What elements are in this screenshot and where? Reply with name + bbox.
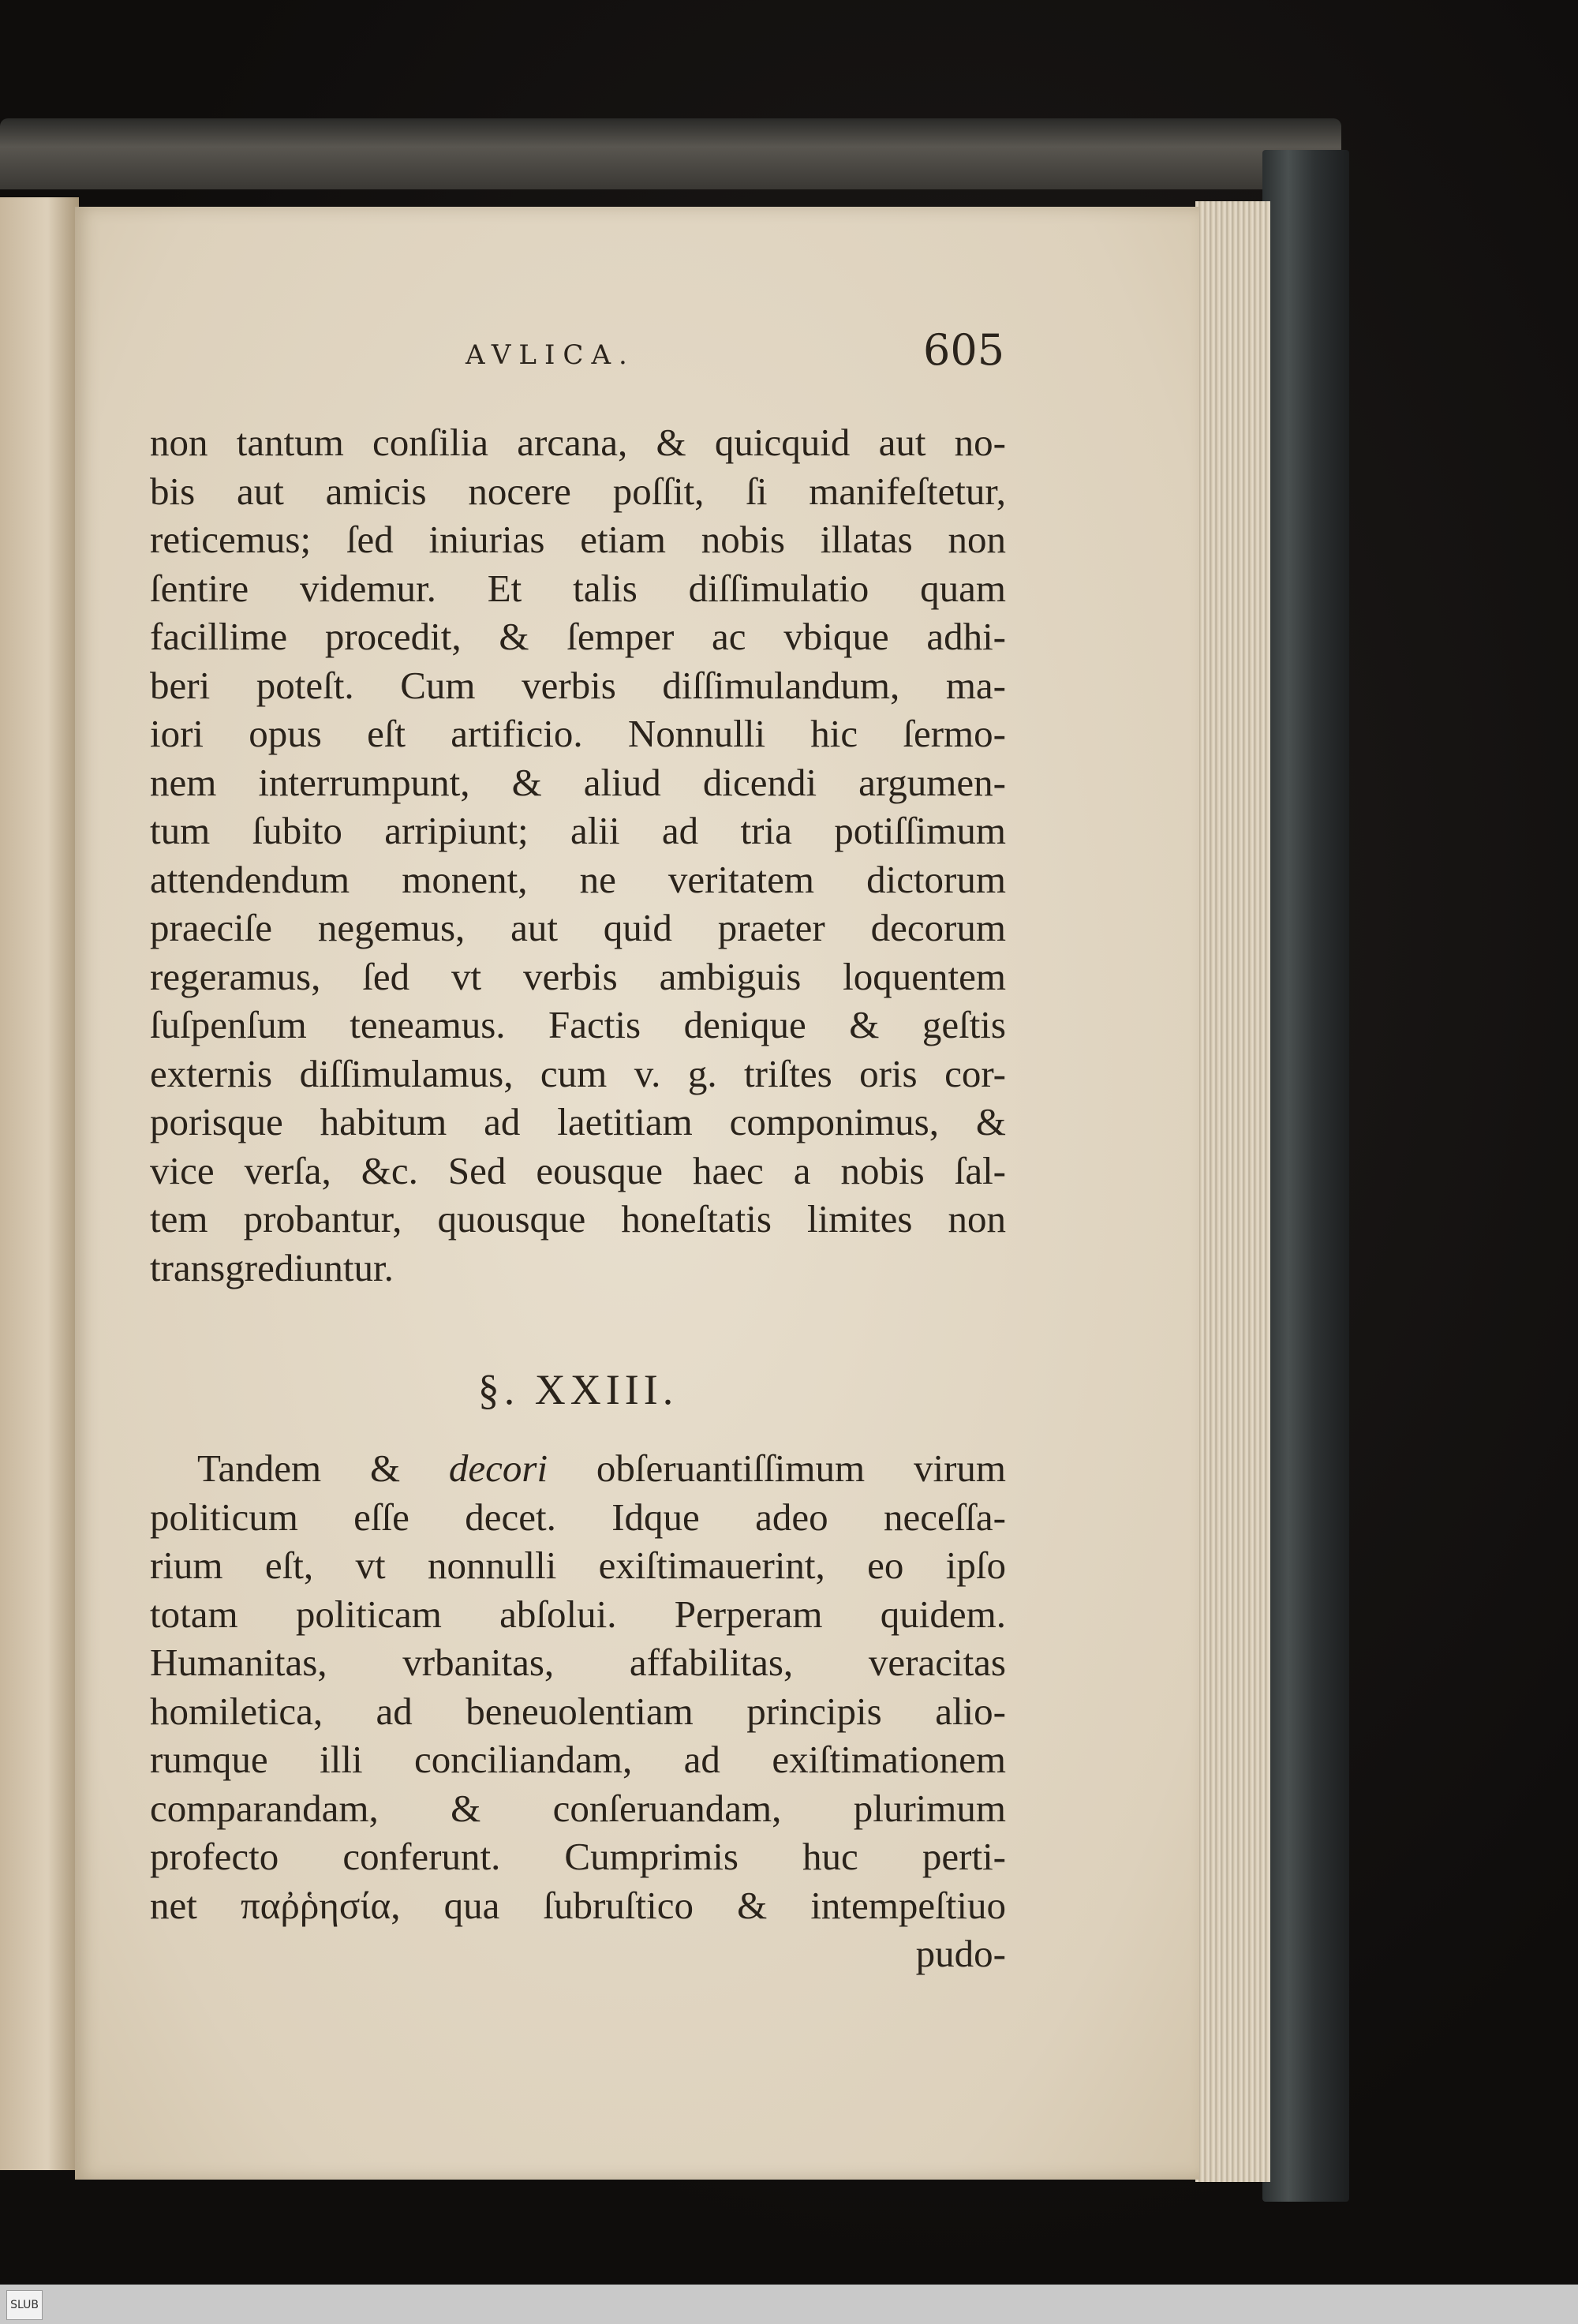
page-stack-edges	[1195, 201, 1270, 2182]
text-line: profecto conferunt. Cumprimis huc perti-	[150, 1835, 1006, 1878]
book-cover-top-edge	[0, 118, 1341, 189]
text-line: non tantum conſilia arcana, & quicquid aut no-	[150, 421, 1006, 464]
text-line: rumque illi conciliandam, ad exiſtimationem	[150, 1738, 1006, 1781]
text-line: attendendum monent, ne veritatem dictorum	[150, 857, 1006, 901]
text-line: bis aut amicis nocere poſſit, ſi manifeſtetur,	[150, 469, 1006, 513]
text-line: Humanitas, vrbanitas, affabilitas, veracitas	[150, 1641, 1006, 1684]
text-line: totam politicam abſolui. Perperam quidem.	[150, 1592, 1006, 1636]
facing-page-edge	[0, 197, 79, 2170]
text-line: ſentire videmur. Et talis diſſimulatio quam	[150, 566, 1006, 610]
text-line-first	[150, 1444, 1006, 1493]
text-line: iori opus eſt artificio. Nonnulli hic ſermo-	[150, 712, 1006, 755]
page-number: 605	[923, 325, 1005, 375]
text-line: reticemus; ſed iniurias etiam nobis illatas non	[150, 518, 1006, 561]
text-line: homiletica, ad beneuolentiam principis alio-	[150, 1689, 1006, 1733]
text-line: net παῤῥησία, qua ſubruſtico & intempeſtiuo	[150, 1883, 1006, 1927]
text-line: beri poteſt. Cum verbis diſſimulandum, ma-	[150, 663, 1006, 707]
paragraph-1	[150, 418, 1006, 1292]
italic-word: decori	[448, 1446, 548, 1490]
text-line: vice verſa, &c. Sed eousque haec a nobis ſal-	[150, 1148, 1006, 1192]
paragraph-2	[150, 1444, 1006, 1978]
text-line: facillime procedit, & ſemper ac vbique adhi-	[150, 615, 1006, 658]
text-line: praeciſe negemus, aut quid praeter decorum	[150, 906, 1006, 949]
text-line: ſuſpenſum teneamus. Factis denique & geſtis	[150, 1003, 1006, 1046]
text-line: comparandam, & conſeruandam, plurimum	[150, 1786, 1006, 1830]
text-line: porisque habitum ad laetitiam componimus, &	[150, 1100, 1006, 1143]
text-line: nem interrumpunt, & aliud dicendi argumen-	[150, 760, 1006, 804]
section-heading: §. XXIII.	[477, 1366, 679, 1413]
text-line: externis diſſimulamus, cum v. g. triſtes oris cor-	[150, 1051, 1006, 1095]
text-line: tum ſubito arripiunt; alii ad tria potiſſimum	[150, 809, 1006, 852]
book-cover-right-edge	[1262, 150, 1349, 2202]
text-line: transgrediuntur.	[150, 1245, 394, 1289]
catchword: pudo-	[915, 1932, 1006, 1975]
viewer-bottom-bar	[0, 2285, 1578, 2324]
running-head: AVLICA.	[466, 339, 635, 371]
library-logo[interactable]: SLUB	[6, 2290, 43, 2320]
text-span: obſeruantiſſimum virum	[548, 1446, 1006, 1490]
text-span: Tandem &	[197, 1446, 449, 1490]
text-line: rium eſt, vt nonnulli exiſtimauerint, eo ipſo	[150, 1544, 1006, 1587]
text-line: regeramus, ſed vt verbis ambiguis loquentem	[150, 954, 1006, 998]
text-line: politicum eſſe decet. Idque adeo neceſſa-	[150, 1495, 1006, 1539]
text-line: tem probantur, quousque honeſtatis limites non	[150, 1197, 1006, 1241]
